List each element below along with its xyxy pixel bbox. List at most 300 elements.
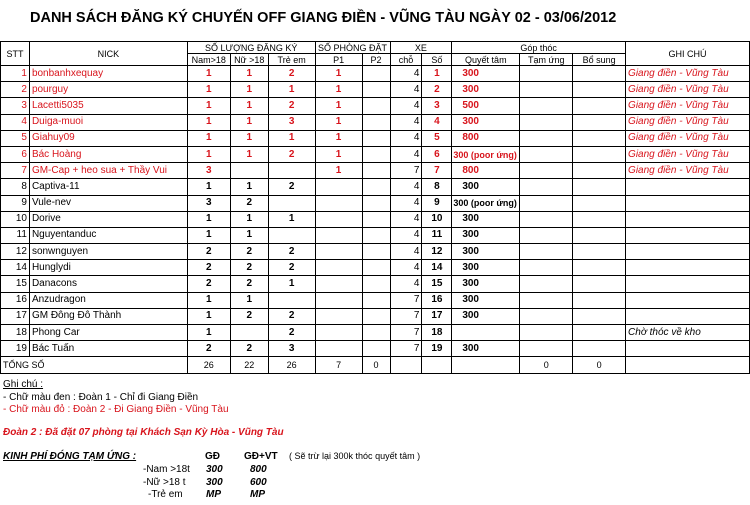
cell-p2 — [362, 195, 390, 211]
cell-nam: 2 — [187, 260, 230, 276]
cell-quyet-tam: 800 — [452, 163, 520, 179]
cell-bo-sung — [573, 98, 626, 114]
total-row — [1, 357, 750, 373]
cell-bo-sung — [573, 260, 626, 276]
cell-cho: 7 — [390, 341, 422, 357]
cell-nam: 3 — [187, 195, 230, 211]
cell-nam: 1 — [187, 98, 230, 114]
header-rooms: SỐ PHÒNG ĐẶT — [315, 42, 390, 54]
cell-p2 — [362, 146, 390, 162]
cell-stt: 3 — [1, 98, 30, 114]
cell-nick: bonbanhxequay — [29, 66, 187, 82]
header-p1: P1 — [315, 54, 362, 66]
note-doan2: Đoàn 2 : Đã đặt 07 phòng tại Khách Sạn Kỳ Hòa - Vũng Tàu — [3, 427, 284, 438]
cell-p1: 1 — [315, 130, 362, 146]
cell-nu: 1 — [230, 146, 268, 162]
cell-tre: 2 — [268, 66, 315, 82]
cell-tam-ung — [520, 114, 573, 130]
cell-so: 3 — [422, 98, 452, 114]
cell-tam-ung — [520, 244, 573, 260]
cell-p2 — [362, 82, 390, 98]
cell-note: Chờ thóc về kho — [626, 325, 750, 341]
cell-nu: 1 — [230, 98, 268, 114]
header-nam: Nam>18 — [187, 54, 230, 66]
total-label: TỔNG SỐ — [1, 357, 188, 373]
cell-tam-ung — [520, 292, 573, 308]
total-p1: 7 — [315, 357, 362, 373]
cell-tam-ung — [520, 146, 573, 162]
cell-stt: 15 — [1, 276, 30, 292]
cell-p1: 1 — [315, 146, 362, 162]
cell-stt: 10 — [1, 211, 30, 227]
fee-nam-gdvt: 800 — [250, 464, 267, 475]
cell-stt: 7 — [1, 163, 30, 179]
cell-quyet-tam: 300 — [452, 82, 520, 98]
cell-stt: 14 — [1, 260, 30, 276]
cell-nam: 1 — [187, 227, 230, 243]
table-row — [1, 227, 750, 243]
cell-bo-sung — [573, 82, 626, 98]
header-row-1 — [1, 42, 750, 54]
cell-nu: 1 — [230, 114, 268, 130]
cell-p1: 1 — [315, 82, 362, 98]
title-text: DANH SÁCH ĐĂNG KÝ CHUYẾN OFF GIANG ĐIỀN - VŨNG TÀU NGÀY 02 - 03/06/2012 — [30, 10, 617, 26]
cell-bo-sung — [573, 244, 626, 260]
cell-cho: 4 — [390, 98, 422, 114]
header-bo-sung: Bổ sung — [573, 54, 626, 66]
cell-note — [626, 292, 750, 308]
cell-note — [626, 308, 750, 324]
cell-nam: 2 — [187, 341, 230, 357]
cell-tam-ung — [520, 227, 573, 243]
cell-so: 18 — [422, 325, 452, 341]
cell-nu: 1 — [230, 130, 268, 146]
cell-cho: 4 — [390, 82, 422, 98]
cell-quyet-tam: 800 — [452, 130, 520, 146]
cell-tre: 2 — [268, 98, 315, 114]
table-row — [1, 292, 750, 308]
cell-tre: 2 — [268, 260, 315, 276]
cell-so: 9 — [422, 195, 452, 211]
cell-stt: 17 — [1, 308, 30, 324]
cell-nick: Bác Hoàng — [29, 146, 187, 162]
fee-nu-gd: 300 — [206, 477, 223, 488]
cell-tre — [268, 292, 315, 308]
cell-so: 6 — [422, 146, 452, 162]
cell-tre — [268, 195, 315, 211]
cell-nam: 1 — [187, 325, 230, 341]
total-p2: 0 — [362, 357, 390, 373]
cell-p1: 1 — [315, 66, 362, 82]
cell-so: 10 — [422, 211, 452, 227]
cell-quyet-tam: 300 — [452, 179, 520, 195]
cell-bo-sung — [573, 325, 626, 341]
cell-tam-ung — [520, 130, 573, 146]
cell-note — [626, 227, 750, 243]
cell-cho: 4 — [390, 244, 422, 260]
cell-quyet-tam: 300 — [452, 276, 520, 292]
fee-tre-gd: MP — [206, 489, 221, 500]
cell-nick: Nguyentanduc — [29, 227, 187, 243]
table-row — [1, 163, 750, 179]
header-p2: P2 — [362, 54, 390, 66]
cell-cho: 4 — [390, 276, 422, 292]
fee-label-nu: -Nữ >18 t — [143, 477, 186, 488]
cell-tam-ung — [520, 276, 573, 292]
cell-p2 — [362, 276, 390, 292]
cell-bo-sung — [573, 211, 626, 227]
cell-tam-ung — [520, 341, 573, 357]
fee-note: ( Sẽ trừ lại 300k thóc quyết tâm ) — [289, 451, 421, 461]
fee-label-tre: -Trẻ em — [148, 489, 183, 500]
cell-quyet-tam: 300 — [452, 260, 520, 276]
cell-p1 — [315, 325, 362, 341]
cell-stt: 1 — [1, 66, 30, 82]
cell-so: 16 — [422, 292, 452, 308]
cell-nam: 2 — [187, 244, 230, 260]
cell-note — [626, 244, 750, 260]
cell-p1 — [315, 195, 362, 211]
table-row — [1, 114, 750, 130]
cell-tre: 2 — [268, 308, 315, 324]
cell-cho: 4 — [390, 130, 422, 146]
cell-tre — [268, 163, 315, 179]
cell-tre: 3 — [268, 114, 315, 130]
cell-p1 — [315, 341, 362, 357]
cell-nu — [230, 325, 268, 341]
note-red-text: - Chữ màu đỏ : Đoàn 2 - Đi Giang Điền - Vũng Tàu — [3, 404, 229, 415]
table-row — [1, 146, 750, 162]
cell-nick: pourguy — [29, 82, 187, 98]
cell-p1: 1 — [315, 163, 362, 179]
fee-tre-gdvt: MP — [250, 489, 265, 500]
table-row — [1, 195, 750, 211]
cell-cho: 7 — [390, 308, 422, 324]
cell-tre: 1 — [268, 276, 315, 292]
cell-cho: 4 — [390, 211, 422, 227]
fee-col-gd: GĐ — [205, 451, 220, 462]
cell-p2 — [362, 98, 390, 114]
header-tre: Trẻ em — [268, 54, 315, 66]
cell-p1: 1 — [315, 98, 362, 114]
cell-bo-sung — [573, 227, 626, 243]
cell-tre: 2 — [268, 179, 315, 195]
cell-tre: 2 — [268, 146, 315, 162]
cell-so: 8 — [422, 179, 452, 195]
cell-nam: 1 — [187, 211, 230, 227]
cell-so: 17 — [422, 308, 452, 324]
cell-nam: 1 — [187, 66, 230, 82]
cell-nu: 2 — [230, 276, 268, 292]
cell-nam: 1 — [187, 146, 230, 162]
cell-so: 15 — [422, 276, 452, 292]
cell-p2 — [362, 114, 390, 130]
cell-nam: 1 — [187, 179, 230, 195]
cell-note: Giang điền - Vũng Tàu — [626, 114, 750, 130]
registration-table — [0, 41, 750, 374]
cell-nick: Phong Car — [29, 325, 187, 341]
cell-nick: Vule-nev — [29, 195, 187, 211]
cell-nu: 2 — [230, 244, 268, 260]
header-contribution: Góp thóc — [452, 42, 626, 54]
fee-col-gdvt: GĐ+VT — [244, 451, 278, 462]
cell-stt: 5 — [1, 130, 30, 146]
cell-p2 — [362, 227, 390, 243]
table-row — [1, 308, 750, 324]
cell-nu: 2 — [230, 341, 268, 357]
cell-nu: 2 — [230, 308, 268, 324]
cell-note: Giang điền - Vũng Tàu — [626, 146, 750, 162]
cell-p1 — [315, 211, 362, 227]
cell-quyet-tam: 300 — [452, 308, 520, 324]
cell-quyet-tam: 500 — [452, 98, 520, 114]
cell-tam-ung — [520, 325, 573, 341]
cell-stt: 8 — [1, 179, 30, 195]
cell-tam-ung — [520, 66, 573, 82]
cell-nam: 1 — [187, 114, 230, 130]
cell-quyet-tam: 300 — [452, 244, 520, 260]
cell-note: Giang điền - Vũng Tàu — [626, 163, 750, 179]
table-row — [1, 260, 750, 276]
header-nu: Nữ >18 — [230, 54, 268, 66]
header-nick: NICK — [29, 42, 187, 66]
cell-note: Giang điền - Vũng Tàu — [626, 130, 750, 146]
cell-quyet-tam — [452, 325, 520, 341]
cell-p1 — [315, 260, 362, 276]
cell-stt: 9 — [1, 195, 30, 211]
cell-bo-sung — [573, 179, 626, 195]
cell-nick: Hunglydi — [29, 260, 187, 276]
cell-nu: 2 — [230, 195, 268, 211]
cell-bo-sung — [573, 292, 626, 308]
cell-p2 — [362, 179, 390, 195]
cell-p2 — [362, 66, 390, 82]
cell-nu: 1 — [230, 211, 268, 227]
cell-so: 11 — [422, 227, 452, 243]
cell-stt: 4 — [1, 114, 30, 130]
cell-so: 4 — [422, 114, 452, 130]
cell-bo-sung — [573, 66, 626, 82]
cell-nu: 2 — [230, 260, 268, 276]
cell-quyet-tam: 300 — [452, 66, 520, 82]
cell-tre: 2 — [268, 325, 315, 341]
cell-bo-sung — [573, 308, 626, 324]
cell-nam: 1 — [187, 82, 230, 98]
cell-note: Giang điền - Vũng Tàu — [626, 98, 750, 114]
cell-p2 — [362, 244, 390, 260]
cell-quyet-tam: 300 — [452, 341, 520, 357]
cell-stt: 11 — [1, 227, 30, 243]
cell-cho: 4 — [390, 114, 422, 130]
cell-nam: 1 — [187, 130, 230, 146]
cell-stt: 19 — [1, 341, 30, 357]
header-note: GHI CHÚ — [626, 42, 750, 66]
cell-stt: 2 — [1, 82, 30, 98]
fee-nu-gdvt: 600 — [250, 477, 267, 488]
cell-p2 — [362, 260, 390, 276]
cell-note — [626, 341, 750, 357]
cell-p1 — [315, 292, 362, 308]
cell-so: 19 — [422, 341, 452, 357]
cell-bo-sung — [573, 114, 626, 130]
cell-tre: 3 — [268, 341, 315, 357]
cell-p2 — [362, 341, 390, 357]
cell-so: 2 — [422, 82, 452, 98]
table-row — [1, 66, 750, 82]
sheet-title — [30, 10, 616, 26]
cell-nu: 1 — [230, 82, 268, 98]
cell-so: 7 — [422, 163, 452, 179]
cell-quyet-tam: 300 — [452, 227, 520, 243]
cell-note — [626, 179, 750, 195]
total-bs: 0 — [573, 357, 626, 373]
cell-quyet-tam: 300 — [452, 211, 520, 227]
fee-heading: KINH PHÍ ĐÓNG TẠM ỨNG : — [3, 451, 137, 462]
cell-tam-ung — [520, 195, 573, 211]
total-nam: 26 — [187, 357, 230, 373]
header-registration: SỐ LƯỢNG ĐĂNG KÝ — [187, 42, 315, 54]
cell-cho: 4 — [390, 146, 422, 162]
fee-nam-gd: 300 — [206, 464, 223, 475]
cell-tam-ung — [520, 260, 573, 276]
cell-nu — [230, 163, 268, 179]
cell-nick: Captiva-11 — [29, 179, 187, 195]
cell-bo-sung — [573, 276, 626, 292]
notes-heading: Ghi chú : — [3, 379, 44, 390]
cell-nick: Bác Tuấn — [29, 341, 187, 357]
cell-quyet-tam: 300 (poor ứng) — [452, 146, 520, 162]
total-note — [626, 357, 750, 373]
cell-nam: 1 — [187, 308, 230, 324]
table-row — [1, 341, 750, 357]
table-row — [1, 244, 750, 260]
cell-tam-ung — [520, 211, 573, 227]
cell-p2 — [362, 325, 390, 341]
cell-tam-ung — [520, 163, 573, 179]
cell-nu: 1 — [230, 66, 268, 82]
cell-quyet-tam: 300 (poor ứng) — [452, 195, 520, 211]
table-row — [1, 179, 750, 195]
table-row — [1, 276, 750, 292]
cell-p2 — [362, 308, 390, 324]
cell-nu: 1 — [230, 292, 268, 308]
header-quyet-tam: Quyết tâm — [452, 54, 520, 66]
cell-so: 12 — [422, 244, 452, 260]
cell-tre: 1 — [268, 82, 315, 98]
cell-bo-sung — [573, 130, 626, 146]
cell-cho: 4 — [390, 195, 422, 211]
cell-p1 — [315, 227, 362, 243]
total-qt — [452, 357, 520, 373]
cell-nick: Danacons — [29, 276, 187, 292]
cell-bo-sung — [573, 163, 626, 179]
cell-bo-sung — [573, 341, 626, 357]
cell-cho: 7 — [390, 325, 422, 341]
cell-nick: Duiga-muoi — [29, 114, 187, 130]
cell-p2 — [362, 211, 390, 227]
cell-bo-sung — [573, 195, 626, 211]
cell-nam: 3 — [187, 163, 230, 179]
table-body — [1, 66, 750, 357]
cell-nick: Anzudragon — [29, 292, 187, 308]
cell-quyet-tam: 300 — [452, 114, 520, 130]
table-row — [1, 98, 750, 114]
cell-cho: 7 — [390, 163, 422, 179]
header-so: Số — [422, 54, 452, 66]
header-tam-ung: Tạm ứng — [520, 54, 573, 66]
cell-nick: Giahuy09 — [29, 130, 187, 146]
table-row — [1, 211, 750, 227]
cell-nam: 2 — [187, 276, 230, 292]
cell-note — [626, 276, 750, 292]
cell-so: 14 — [422, 260, 452, 276]
cell-cho: 4 — [390, 66, 422, 82]
cell-stt: 6 — [1, 146, 30, 162]
total-so — [422, 357, 452, 373]
cell-tre: 1 — [268, 211, 315, 227]
cell-stt: 18 — [1, 325, 30, 341]
cell-note: Giang điền - Vũng Tàu — [626, 66, 750, 82]
cell-nick: GM-Cap + heo sua + Thầy Vui — [29, 163, 187, 179]
table-row — [1, 130, 750, 146]
table-row — [1, 82, 750, 98]
cell-note: Giang điền - Vũng Tàu — [626, 82, 750, 98]
cell-p2 — [362, 130, 390, 146]
cell-note — [626, 195, 750, 211]
cell-bo-sung — [573, 146, 626, 162]
cell-nu: 1 — [230, 227, 268, 243]
cell-nick: sonwnguyen — [29, 244, 187, 260]
cell-note — [626, 211, 750, 227]
cell-p2 — [362, 163, 390, 179]
cell-cho: 7 — [390, 292, 422, 308]
cell-p1 — [315, 244, 362, 260]
cell-p1 — [315, 276, 362, 292]
total-tre: 26 — [268, 357, 315, 373]
cell-cho: 4 — [390, 227, 422, 243]
cell-cho: 4 — [390, 260, 422, 276]
cell-nu: 1 — [230, 179, 268, 195]
cell-quyet-tam: 300 — [452, 292, 520, 308]
fee-label-nam: -Nam >18t — [143, 464, 190, 475]
cell-tre: 1 — [268, 130, 315, 146]
cell-nick: Dorive — [29, 211, 187, 227]
cell-tam-ung — [520, 308, 573, 324]
cell-p2 — [362, 292, 390, 308]
header-stt: STT — [1, 42, 30, 66]
cell-p1 — [315, 308, 362, 324]
cell-tam-ung — [520, 82, 573, 98]
header-car: XE — [390, 42, 452, 54]
total-nu: 22 — [230, 357, 268, 373]
header-cho: chỗ — [390, 54, 422, 66]
cell-cho: 4 — [390, 179, 422, 195]
cell-stt: 12 — [1, 244, 30, 260]
cell-so: 5 — [422, 130, 452, 146]
cell-tre: 2 — [268, 244, 315, 260]
cell-p1: 1 — [315, 114, 362, 130]
cell-stt: 16 — [1, 292, 30, 308]
cell-nick: GM Đông Đô Thành — [29, 308, 187, 324]
total-tu: 0 — [520, 357, 573, 373]
cell-note — [626, 260, 750, 276]
cell-tam-ung — [520, 98, 573, 114]
cell-tre — [268, 227, 315, 243]
cell-p1 — [315, 179, 362, 195]
cell-tam-ung — [520, 179, 573, 195]
table-row — [1, 325, 750, 341]
cell-nick: Lacetti5035 — [29, 98, 187, 114]
